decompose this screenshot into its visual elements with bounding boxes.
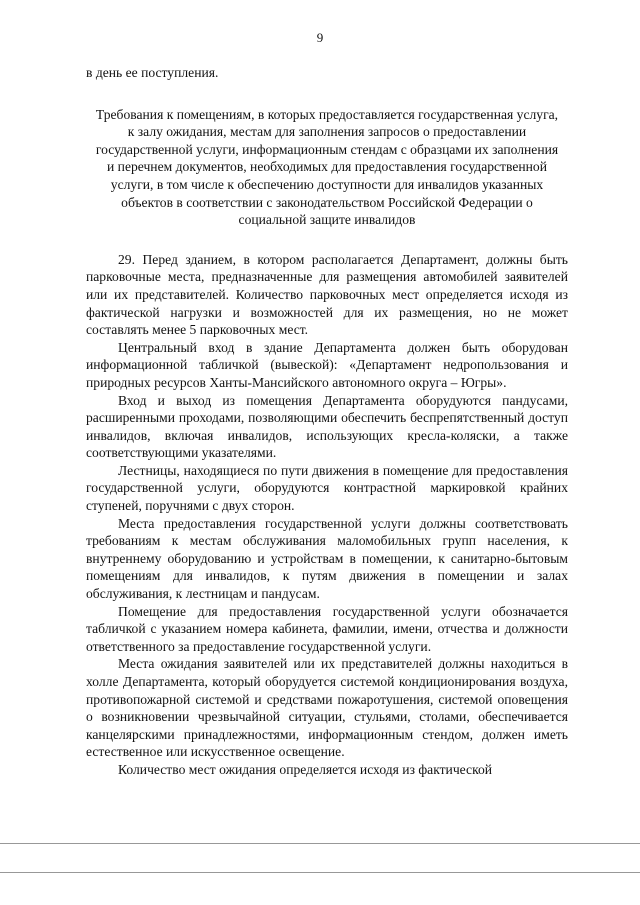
paragraph-entrance-sign: Центральный вход в здание Департамента должен быть оборудован информационной табличкой (вывеской): «Департамент недропользования и природных ресурсов Ханты-Мансийского автономного округа – Югры».	[86, 339, 568, 390]
scan-line	[0, 872, 640, 873]
paragraph-waiting-count: Количество мест ожидания определяется исходя из фактической	[118, 761, 493, 777]
body-text	[86, 251, 568, 779]
page-content	[86, 64, 568, 779]
paragraph-room-sign: Помещение для предоставления государственной услуги обозначается табличкой с указанием номера кабинета, фамилии, имени, отчества и должности ответственного за предоставление государственной услуги.	[86, 603, 568, 654]
paragraph-ramps: Вход и выход из помещения Департамента оборудуются пандусами, расширенными проходами, позволяющими обеспечить беспрепятственный доступ инвалидов, включая инвалидов, использующих кресла-коляски, а также соответствующими указателями.	[86, 392, 568, 461]
paragraph-stairs: Лестницы, находящиеся по пути движения в помещение для предоставления государственной услуги, оборудуются контрастной маркировкой крайних ступеней, поручнями с двух сторон.	[86, 462, 568, 514]
paragraph-parking: 29. Перед зданием, в котором располагается Департамент, должны быть парковочные места, предназначенные для размещения автомобилей заявителей или их представителей. Количество парковочных мест определяется исходя из фактической нагрузки и возможностей для их размещения, но не может составлять менее 5 парковочных мест.	[86, 251, 568, 338]
page-number: 9	[316, 30, 324, 45]
paragraph-service-places: Места предоставления государственной услуги должны соответствовать требованиям к местам обслуживания маломобильных групп населения, к внутреннему оборудованию и устройствам в помещении, к санитарно-бытовым помещениям для инвалидов, к путям движения в помещении и залах обслуживания, к лестницам и пандусам.	[86, 515, 568, 602]
paragraph-waiting-area: Места ожидания заявителей или их представителей должны находиться в холле Департамента, который оборудуется системой кондиционирования воздуха, противопожарной системой и средствами пожаротушения, системой оповещения о возникновении чрезвычайной ситуации, стульями, столами, обеспечивается канцелярскими принадлежностями, информационным стендом, должен иметь естественное или искусственное освещение.	[86, 656, 568, 760]
lead-text: в день ее поступления.	[86, 65, 219, 80]
section-heading: Требования к помещениям, в которых предоставляется государственная услуга, к залу ожидания, местам для заполнения запросов о предоставлении государственной услуги, информационным стендам с образцами их заполнения и перечнем документов, необходимых для предоставления государственной услуги, в том числе к обеспечению доступности для инвалидов указанных объектов в соответствии с законодательством Российской Федерации о социальной защите инвалидов	[95, 106, 559, 228]
scan-line	[0, 843, 640, 844]
